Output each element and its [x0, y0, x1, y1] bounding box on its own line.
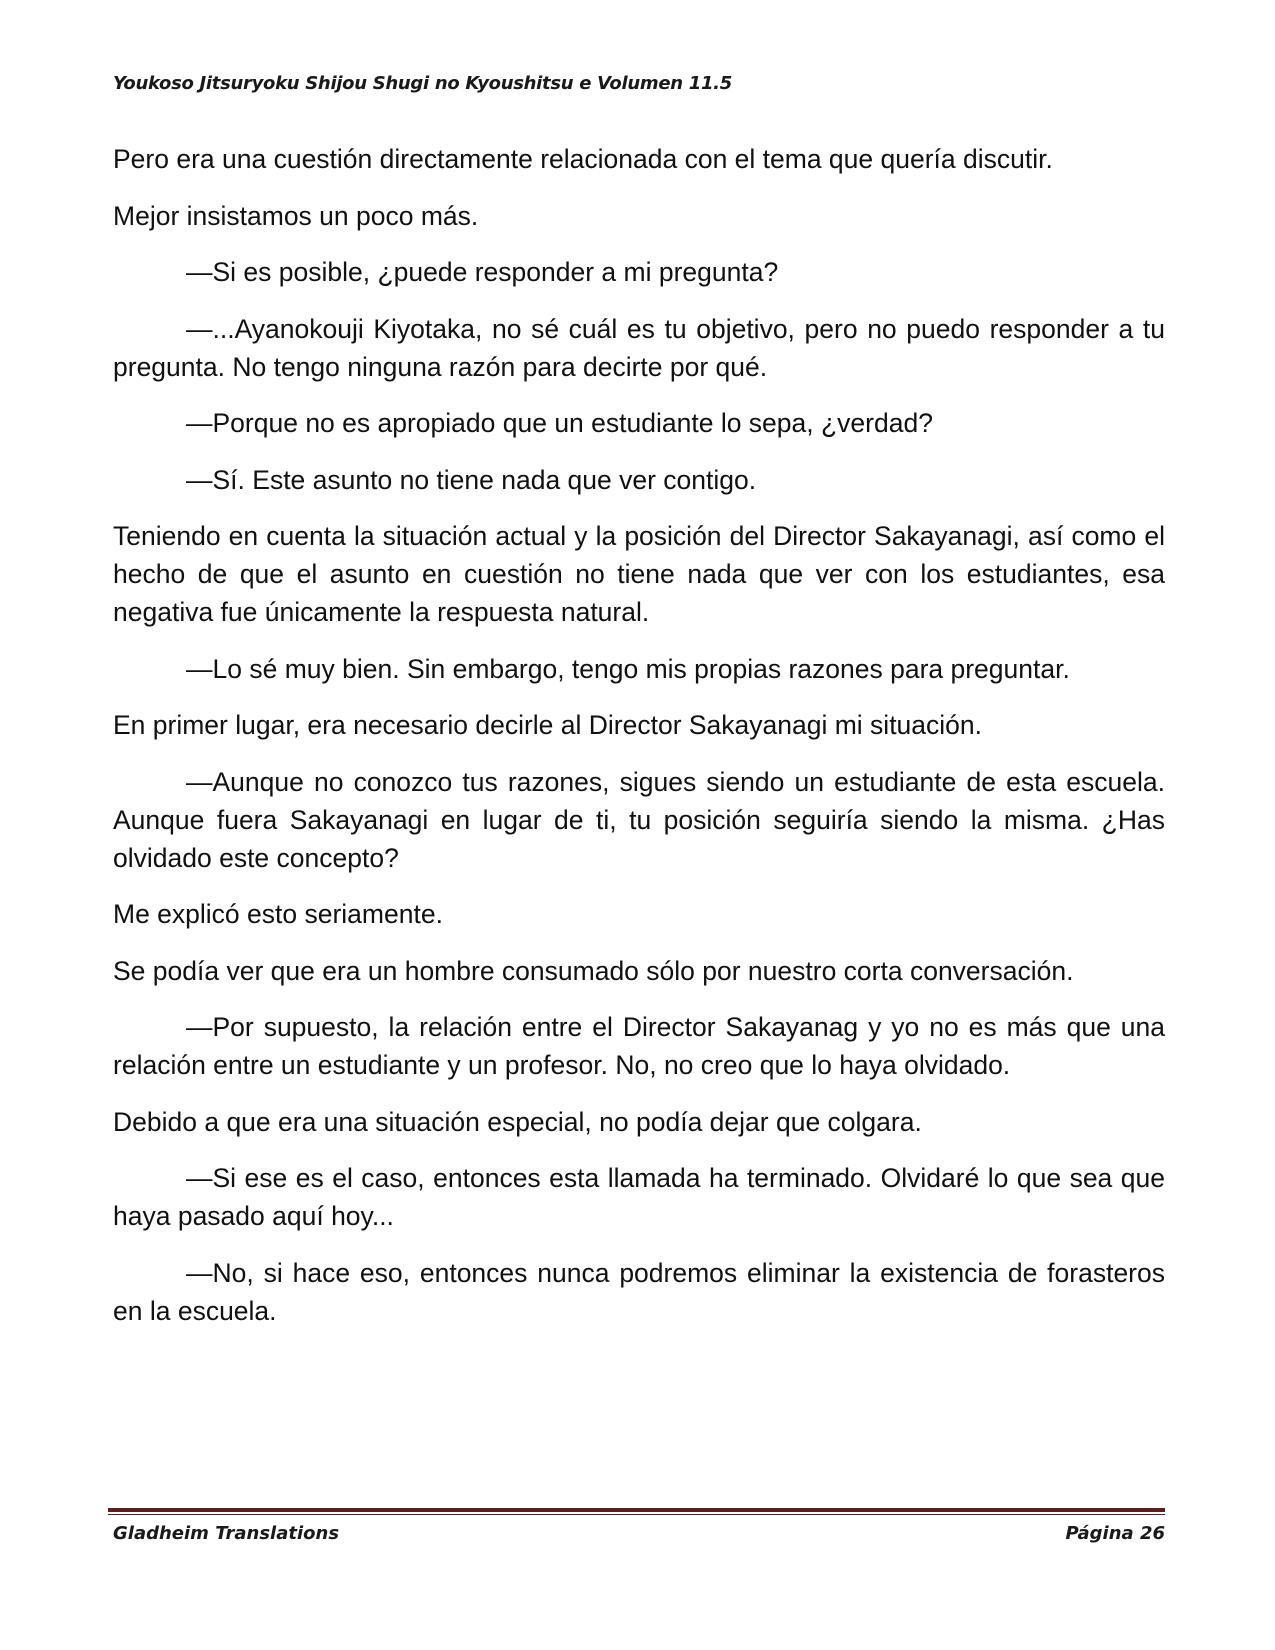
footer-page-number: Página 26 [1065, 1523, 1165, 1544]
footer-publisher: Gladheim Translations [113, 1523, 340, 1544]
dialog-paragraph: —Si es posible, ¿puede responder a mi pregunta? [186, 257, 779, 287]
paragraph: Mejor insistamos un poco más. [113, 200, 479, 231]
paragraph: En primer lugar, era necesario decirle al Director Sakayanagi mi situación. [113, 710, 983, 740]
dialog-paragraph: —Aunque no conozco tus razones, sigues siendo un estudiante de esta escuela. Aunque fuera Sakayanagi en lugar de ti, tu posición seguiría siendo la misma. ¿Has olvidado este concepto? [113, 766, 1165, 873]
footer-divider [108, 1508, 1165, 1515]
dialog-paragraph: —Si ese es el caso, entonces esta llamada ha terminado. Olvidaré lo que sea que haya pasado aquí hoy... [113, 1163, 1165, 1231]
dialog-paragraph: —Porque no es apropiado que un estudiante lo sepa, ¿verdad? [186, 408, 933, 438]
paragraph: Me explicó esto seriamente. [113, 899, 443, 929]
paragraph: Debido a que era una situación especial, no podía dejar que colgara. [113, 1106, 922, 1137]
dialog-paragraph: —Sí. Este asunto no tiene nada que ver contigo. [186, 464, 757, 495]
paragraph: Se podía ver que era un hombre consumado sólo por nuestro corta conversación. [113, 955, 1074, 986]
dialog-paragraph: —...Ayanokouji Kiyotaka, no sé cuál es tu objetivo, pero no puedo responder a tu pregunta. No tengo ninguna razón para decirte por qué. [113, 313, 1165, 382]
dialog-paragraph: —No, si hace eso, entonces nunca podremos eliminar la existencia de forasteros en la escuela. [113, 1257, 1165, 1326]
paragraph: Pero era una cuestión directamente relacionada con el tema que quería discutir. [113, 144, 1053, 174]
page-header-title: Youkoso Jitsuryoku Shijou Shugi no Kyoushitsu e Volumen 11.5 [113, 73, 732, 94]
page-body [113, 140, 1165, 1348]
dialog-paragraph: —Por supuesto, la relación entre el Director Sakayanag y yo no es más que una relación entre un estudiante y un profesor. No, no creo que lo haya olvidado. [113, 1012, 1165, 1080]
dialog-paragraph: —Lo sé muy bien. Sin embargo, tengo mis propias razones para preguntar. [186, 653, 1070, 684]
paragraph: Teniendo en cuenta la situación actual y la posición del Director Sakayanagi, así como el hecho de que el asunto en cuestión no tiene nada que ver con los estudiantes, esa negativa fue únicamente la respuesta natural. [113, 521, 1165, 627]
